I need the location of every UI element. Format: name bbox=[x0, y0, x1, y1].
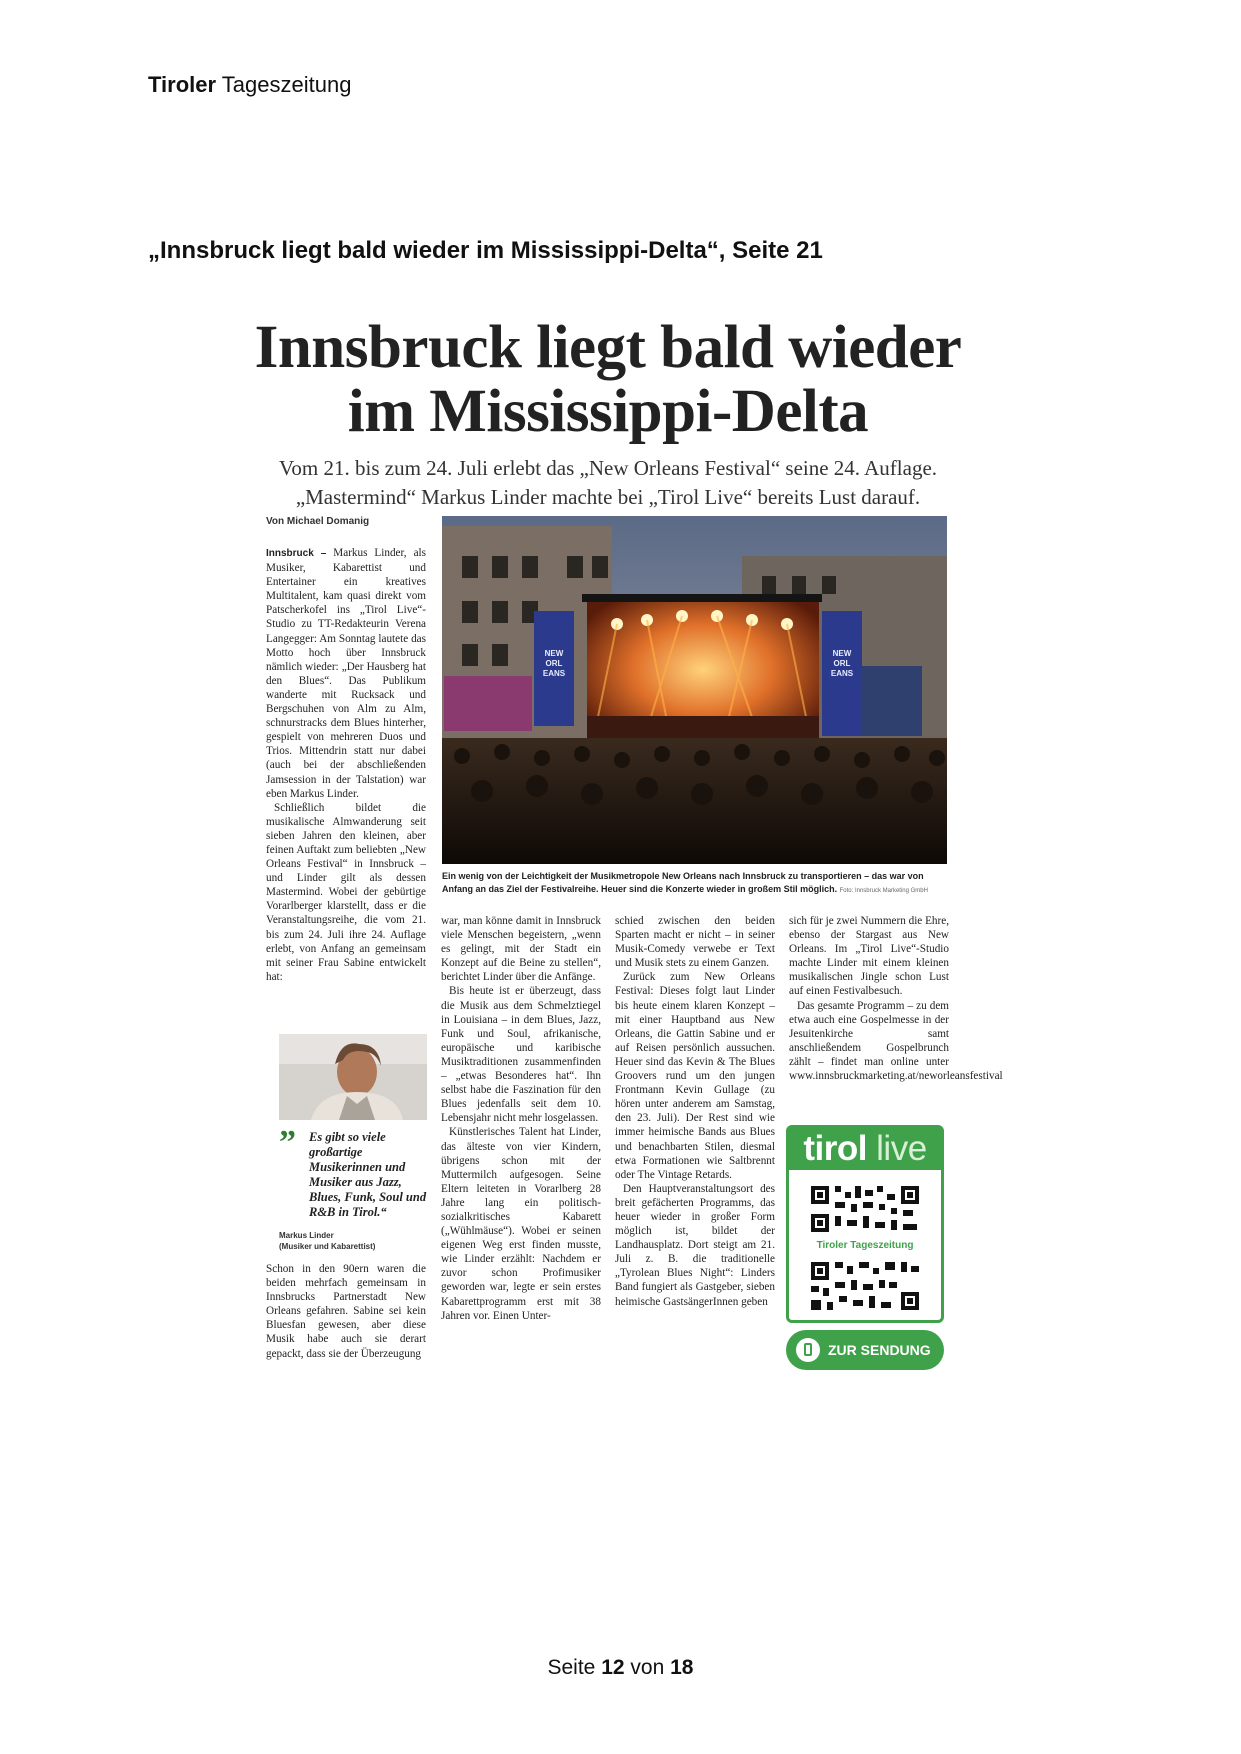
brand-regular: Tageszeitung bbox=[221, 72, 352, 97]
paragraph: schied zwischen den beiden Sparten macht er nicht – in seiner Musik-Comedy verwebe er Text und Musik stets zu einem Ganzen. bbox=[615, 915, 775, 970]
headline-line-2: im Mississippi-Delta bbox=[347, 378, 869, 445]
concert-photo bbox=[442, 516, 947, 864]
caption-text: Ein wenig von der Leichtigkeit der Musikmetropole New Orleans nach Innsbruck zu transportieren – das war von Anfang an das Ziel der Festivalreihe. Heuer sind die Konzerte wieder in großem Stil möglich. bbox=[442, 871, 924, 894]
pull-quote bbox=[279, 1124, 427, 1252]
quote-author-name: Markus Linder bbox=[279, 1231, 334, 1240]
portrait-photo bbox=[279, 1034, 427, 1120]
paragraph: Schon in den 90ern waren die beiden mehrfach gemeinsam in Innsbrucks Partnerstadt New Orleans gefahren. Sabine sei kein Bluesfan gewesen, aber diese Musik habe auch sie derart gepackt, dass sie der Überzeugung bbox=[266, 1263, 426, 1360]
publication-header bbox=[148, 72, 351, 98]
paragraph: Zurück zum New Orleans Festival: Dieses folgt laut Linder bis heute einem klaren Konzept – mit einer Hauptband aus New Orleans, die Gattin Sabine und er auf Reisen persönlich aussuchen. Heuer sind das Kevin & The Blues Groovers rund um den jungen Frontmann Kevin Gullage (zu hören unter anderem am Samstag, den 23. Juli). Der Rest sind wie immer heimische Bands aus Blues und benachbarten Stilen, diesmal etwa Formationen wie Saltbrennt oder The Vintage Retards. bbox=[615, 971, 775, 1181]
svg-text:EANS: EANS bbox=[542, 669, 566, 678]
page-footer bbox=[0, 1656, 1241, 1680]
article-column-1-continued bbox=[266, 1262, 426, 1382]
logo-word-live: live bbox=[876, 1129, 927, 1168]
dateline: Innsbruck – bbox=[266, 548, 327, 559]
logo-word-tirol: tirol bbox=[803, 1129, 867, 1168]
photo-caption bbox=[442, 870, 947, 898]
svg-text:NEW: NEW bbox=[832, 649, 852, 658]
subhead-line-1: Vom 21. bis zum 24. Juli erlebt das „New Orleans Festival“ seine 24. Auflage. bbox=[278, 456, 938, 480]
headline-line-1: Innsbruck liegt bald wieder bbox=[254, 314, 962, 381]
svg-text:NEW: NEW bbox=[544, 649, 564, 658]
smartphone-icon bbox=[796, 1338, 820, 1362]
article-column-1 bbox=[266, 546, 426, 1016]
footer-prefix: Seite bbox=[547, 1656, 596, 1679]
qr-code-icon[interactable] bbox=[807, 1258, 923, 1314]
paragraph: sich für je zwei Nummern die Ehre, ebenso der Stargast aus New Orleans. Im „Tirol Live“-Studio machte Linder mit einem kleinen musikalischen Jingle schon Lust auf einen Festivalbesuch. bbox=[789, 915, 949, 998]
zur-sendung-button[interactable] bbox=[786, 1330, 944, 1370]
article-column-4 bbox=[789, 914, 1003, 1126]
portrait-graphic bbox=[279, 1034, 427, 1120]
byline: Von Michael Domanig bbox=[266, 516, 370, 527]
current-page-number: 12 bbox=[601, 1656, 625, 1679]
svg-text:ORL: ORL bbox=[833, 659, 851, 668]
total-pages: 18 bbox=[670, 1656, 694, 1679]
tt-brand-text: Tiroler Tageszeitung bbox=[816, 1240, 914, 1251]
quote-text: Es gibt so viele großartige Musikerinnen und Musiker aus Jazz, Blues, Funk, Soul und R&B in Tirol.“ bbox=[309, 1130, 427, 1219]
footer-middle: von bbox=[630, 1656, 665, 1679]
qr-code-icon[interactable] bbox=[807, 1182, 923, 1236]
svg-text:ORL: ORL bbox=[545, 659, 563, 668]
paragraph: war, man könne damit in Innsbruck viele Menschen begeistern, „wenn es gelingt, mit der Stadt ein Konzept auf die Beine zu stellen“, berichtet Linder über die Anfänge. bbox=[441, 915, 601, 984]
paragraph: Schließlich bildet die musikalische Almwanderung seit sieben Jahren den kleinen, aber feinen Auftakt zum beliebten „New Orleans Festival“ in Innsbruck – und Linder gilt als dessen Mastermind. Wobei der gebürtige Vorarlberger klarstellt, dass er die Veranstaltungsreihe, die vom 21. bis zum 24. Juli ihre 24. Auflage erlebt, von Anfang an gemeinsam mit seiner Frau Sabine entwickelt hat: bbox=[266, 801, 426, 983]
paragraph: Das gesamte Programm – zu dem etwa auch eine Gospelmesse in der Jesuitenkirche samt anschließendem Gospelbrunch zählt – findet man online unter www.innsbruckmarketing.at/neworleansfestival bbox=[789, 999, 1003, 1083]
quote-mark-icon: ” bbox=[279, 1124, 296, 1161]
svg-text:EANS: EANS bbox=[830, 669, 854, 678]
zur-sendung-label: ZUR SENDUNG bbox=[828, 1342, 931, 1358]
article-subheadline bbox=[252, 454, 964, 512]
paragraph: Bis heute ist er überzeugt, dass die Musik aus dem Schmelztiegel in Louisiana – in dem Blues, Jazz, Funk und Soul, afrikanische, europäische und karibische Musiktraditionen zusammenfinden – „etwas Besonderes hat“. Ihn selbst habe die Faszination für den Blues jedenfalls seit dem 10. Lebensjahr nicht mehr losgelassen. bbox=[441, 985, 601, 1125]
paragraph: Markus Linder, als Musiker, Kabarettist und Entertainer ein kreatives Multitalent, kam quasi direkt vom Patscherkofel ins „Tirol Live“-Studio zu TT-Redakteurin Verena Langegger: Am Sonntag lautete das Motto hoch über Innsbruck nämlich wieder: „Der Hausberg hat den Blues“. Das Publikum wanderte mit Rucksack und Bergschuhen von Alm zu Alm, schnurstracks dem Blues hinterher, gespielt von mehreren Duos und Trios. Mittendrin statt nur dabei (auch bei der abschließenden Jamsession in der Talstation) war eben Markus Linder. bbox=[266, 547, 426, 800]
subhead-line-2: „Mastermind“ Markus Linder machte bei „Tirol Live“ bereits Lust darauf. bbox=[295, 485, 921, 509]
paragraph: Den Hauptveranstaltungsort des breit gefächerten Programms, das heuer wieder in großer Form möglich ist, bildet der Landhausplatz. Dort steigt am 21. Juli z. B. die traditionelle „Tyrolean Blues Night“: Linders Band fungiert als Gastgeber, sieben heimische GastsängerInnen geben bbox=[615, 1182, 775, 1308]
concert-photo-graphic bbox=[442, 516, 947, 864]
article-headline bbox=[252, 316, 964, 444]
paragraph: Künstlerisches Talent hat Linder, das älteste von vier Kindern, übrigens schon mit der Muttermilch aufgesogen. Seine Eltern leiteten in Vorarlberg 28 Jahre lang ein politisch-sozialkritisches Kabarett („Wühlmäuse“). Wobei er seinen eigenen Weg erst finden musste, wie Linder erzählt: Nachdem er zuvor schon Profimusiker geworden war, legte er sein erstes Kabarettprogramm erst mit 38 Jahren vor. Einen Unter- bbox=[441, 1126, 601, 1322]
article-column-2 bbox=[441, 914, 601, 1384]
quote-author bbox=[279, 1230, 427, 1252]
tirol-live-logo bbox=[789, 1128, 941, 1170]
caption-credit: Foto: Innsbruck Marketing GmbH bbox=[839, 888, 928, 894]
tirol-live-box bbox=[786, 1125, 944, 1323]
article-column-3 bbox=[615, 914, 775, 1384]
quote-author-role: (Musiker und Kabarettist) bbox=[279, 1242, 376, 1251]
clip-title: „Innsbruck liegt bald wieder im Mississippi-Delta“, Seite 21 bbox=[148, 237, 823, 264]
brand-bold: Tiroler bbox=[148, 72, 217, 97]
